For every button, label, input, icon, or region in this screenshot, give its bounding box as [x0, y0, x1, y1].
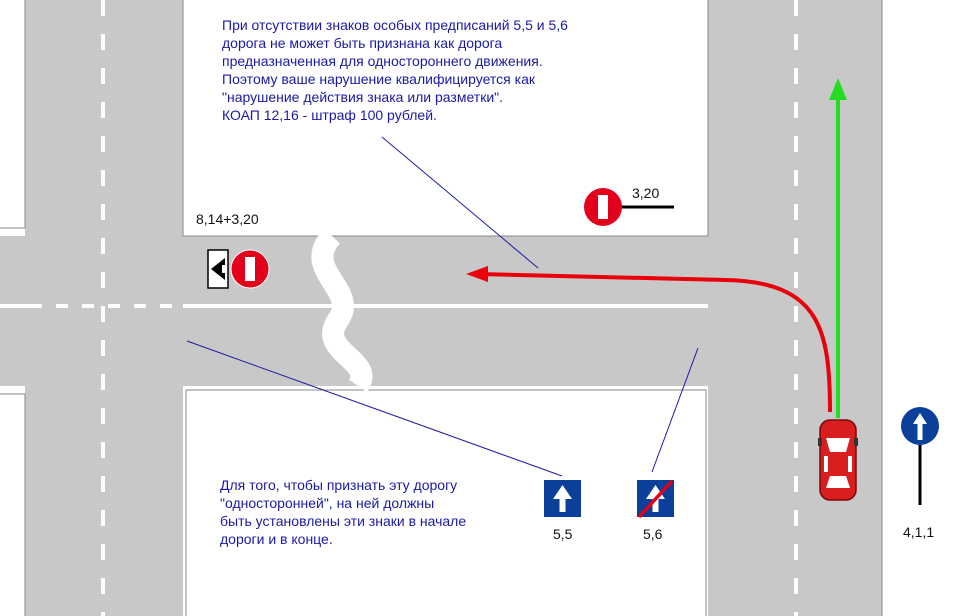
left-arrow-plate-icon — [208, 250, 228, 288]
top-note-line-6: КОАП 12,16 - штраф 100 рублей. — [222, 107, 437, 123]
label-left-combo: 8,14+3,20 — [196, 211, 259, 227]
top-note — [222, 16, 568, 124]
bottom-note — [220, 476, 466, 548]
top-note-line-3: предназначенная для одностороннего движения. — [222, 53, 543, 69]
bottom-note-line-4: дороги и в конце. — [220, 531, 333, 547]
one-way-road-sign-icon — [544, 480, 581, 517]
bottom-note-line-3: быть установлены эти знаки в начале — [220, 513, 467, 529]
label-one-way: 5,5 — [553, 526, 573, 542]
top-note-line-5: "нарушение действия знака или разметки". — [222, 89, 504, 105]
no-entry-sign-left-icon — [231, 250, 269, 288]
top-note-line-1: При отсутствии знаков особых предписаний 5,5 и 5,6 — [222, 17, 568, 33]
horizontal-road — [0, 236, 882, 386]
top-note-line-2: дорога не может быть признана как дорога — [222, 35, 503, 51]
label-end-one-way: 5,6 — [643, 526, 663, 542]
label-no-entry: 3,20 — [632, 185, 660, 201]
label-straight-only: 4,1,1 — [903, 524, 935, 540]
bottom-note-line-2: "односторонней", на ней должны — [220, 495, 435, 511]
bottom-note-line-1: Для того, чтобы признать эту дорогу — [220, 477, 458, 493]
car — [818, 420, 858, 500]
top-note-line-4: Поэтому ваше нарушение квалифицируется как — [222, 71, 535, 87]
end-of-one-way-road-sign-icon — [637, 480, 674, 517]
